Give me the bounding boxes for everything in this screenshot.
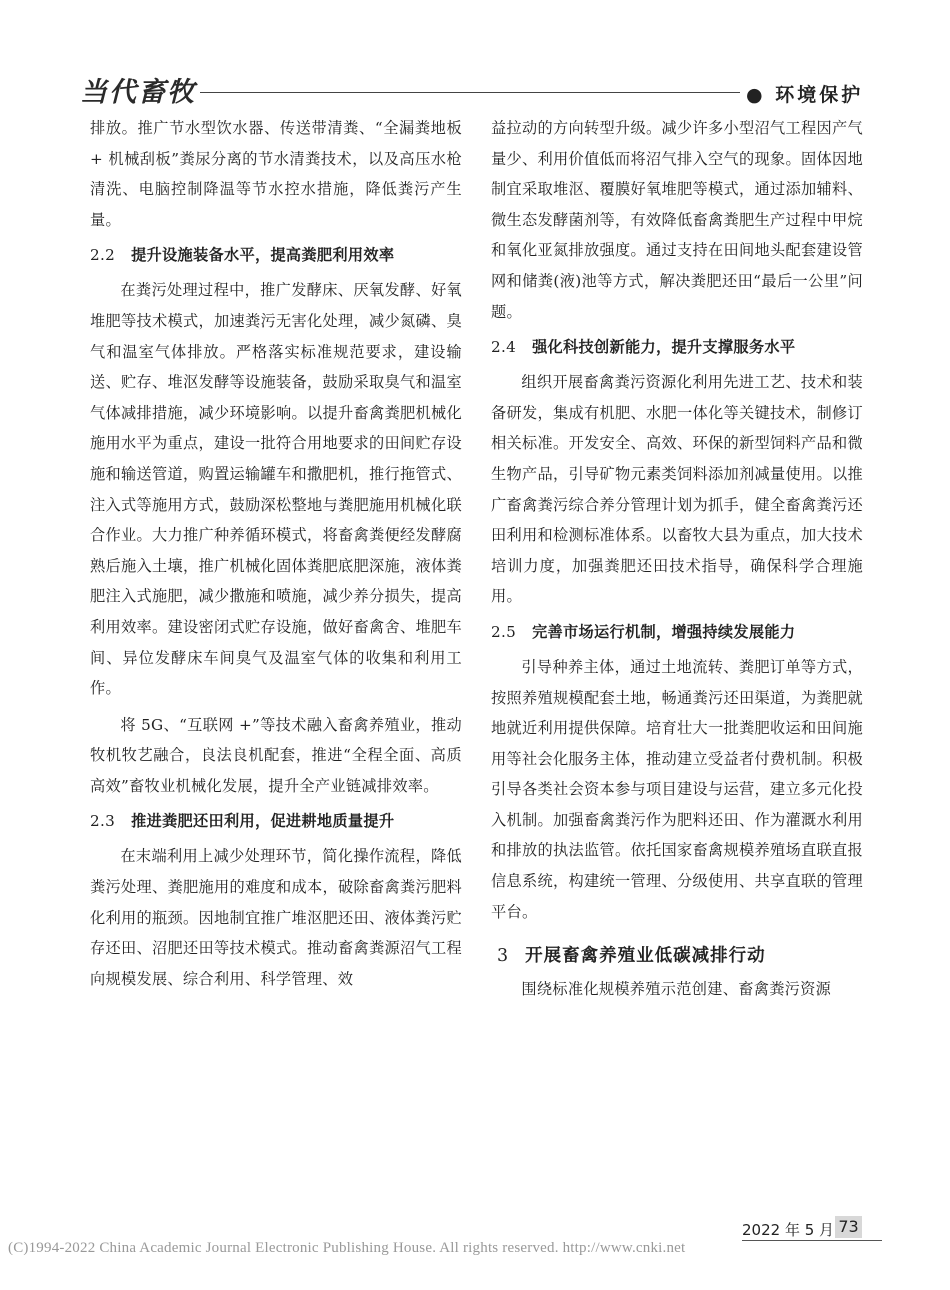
paragraph: 排放。推广节水型饮水器、传送带清粪、“全漏粪地板 + 机械刮板”粪尿分离的节水清粪技术，以及高压水枪清洗、电脑控制降温等节水控水措施，降低粪污产生量。 bbox=[90, 119, 462, 229]
section-number: 2.3 bbox=[90, 812, 116, 831]
section-number: 2.5 bbox=[491, 622, 517, 641]
paragraph: 益拉动的方向转型升级。减少许多小型沼气工程因产气量少、利用价值低而将沼气排入空气的现象。固体因地制宜采取堆沤、覆膜好氧堆肥等模式，通过添加辅料、微生态发酵菌剂等，有效降低畜禽粪肥生产过程中甲烷和氧化亚氮排放强度。通过支持在田间地头配套建设管网和储粪(液)池等方式，解决粪肥还田“最后一公里”问题。 bbox=[491, 119, 863, 321]
paragraph: 在末端利用上减少处理环节，简化操作流程，降低粪污处理、粪肥施用的难度和成本，破除畜禽粪污肥料化利用的瓶颈。因地制宜推广堆沤肥还田、液体粪污贮存还田、沼肥还田等技术模式。推动畜禽粪源沼气工程向规模发展、综合利用、科学管理、效 bbox=[90, 847, 462, 988]
section-title: 完善市场运行机制，增强持续发展能力 bbox=[532, 622, 796, 641]
section-heading-2-5 bbox=[491, 617, 863, 647]
header-rule bbox=[200, 92, 740, 93]
issue-date: 2022 年 5 月 bbox=[742, 1221, 835, 1239]
section-title: 推进粪肥还田利用，促进耕地质量提升 bbox=[131, 812, 395, 831]
right-column bbox=[491, 113, 863, 1005]
section-title: 开展畜禽养殖业低碳减排行动 bbox=[525, 946, 766, 967]
section-title: 强化科技创新能力，提升支撑服务水平 bbox=[532, 338, 796, 357]
paragraph: 将 5G、“互联网 +”等技术融入畜禽养殖业，推动牧机牧艺融合，良法良机配套，推进“全程全面、高质高效”畜牧业机械化发展，提升全产业链减排效率。 bbox=[90, 715, 462, 795]
section-heading-2-3 bbox=[90, 806, 462, 836]
paragraph: 组织开展畜禽粪污资源化利用先进工艺、技术和装备研发，集成有机肥、水肥一体化等关键技术，制修订相关标准。开发安全、高效、环保的新型饲料产品和微生物产品，引导矿物元素类饲料添加剂减量使用。以推广畜禽粪污综合养分管理计划为抓手，健全畜禽粪污还田利用和检测标准体系。以畜牧大县为重点，加大技术培训力度，加强粪肥还田技术指导，确保科学合理施用。 bbox=[491, 373, 863, 606]
copyright-notice: (C)1994-2022 China Academic Journal Electronic Publishing House. All rights reserved. http://www.cnki.net bbox=[8, 1240, 686, 1256]
left-column bbox=[90, 113, 462, 994]
section-title: 提升设施装备水平，提高粪肥利用效率 bbox=[131, 246, 395, 265]
section-number: 2.2 bbox=[90, 246, 116, 265]
journal-logo: 当代畜牧 bbox=[80, 77, 196, 108]
footer-rule bbox=[742, 1240, 882, 1241]
paragraph: 围绕标准化规模养殖示范创建、畜禽粪污资源 bbox=[521, 980, 832, 999]
paragraph: 引导种养主体，通过土地流转、粪肥订单等方式，按照养殖规模配套土地，畅通粪污还田渠道，为粪肥就地就近利用提供保障。培育壮大一批粪肥收运和田间施用等社会化服务主体，推动建立受益者付费机制。积极引导各类社会资本参与项目建设与运营，建立多元化投入机制。加强畜禽粪污作为肥料还田、作为灌溉水利用和排放的执法监管。依托国家畜禽规模养殖场直联直报信息系统，构建统一管理、分级使用、共享直联的管理平台。 bbox=[491, 657, 863, 921]
section-tag: ● 环境保护 bbox=[746, 84, 864, 106]
section-number: 2.4 bbox=[491, 338, 517, 357]
section-heading-2-2 bbox=[90, 240, 462, 270]
paragraph: 在粪污处理过程中，推广发酵床、厌氧发酵、好氧堆肥等技术模式，加速粪污无害化处理，减少氮磷、臭气和温室气体排放。严格落实标准规范要求，建设输送、贮存、堆沤发酵等设施装备，鼓励采取臭气和温室气体减排措施，减少环境影响。以提升畜禽粪肥机械化施用水平为重点，建设一批符合用地要求的田间贮存设施和输送管道，购置运输罐车和撒肥机，推行拖管式、注入式等施用方式，鼓励深松整地与粪肥施用机械化联合作业。大力推广种养循环模式，将畜禽粪便经发酵腐熟后施入土壤，推广机械化固体粪肥底肥深施，液体粪肥注入式施肥，减少撒施和喷施，减少养分损失，提高利用效率。建设密闭式贮存设施，做好畜禽舍、堆肥车间、异位发酵床车间臭气及温室气体的收集和利用工作。 bbox=[90, 281, 462, 698]
section-number: 3 bbox=[497, 946, 510, 967]
section-heading-3 bbox=[491, 941, 863, 971]
page-number: 73 bbox=[835, 1216, 862, 1238]
section-heading-2-4 bbox=[491, 332, 863, 362]
